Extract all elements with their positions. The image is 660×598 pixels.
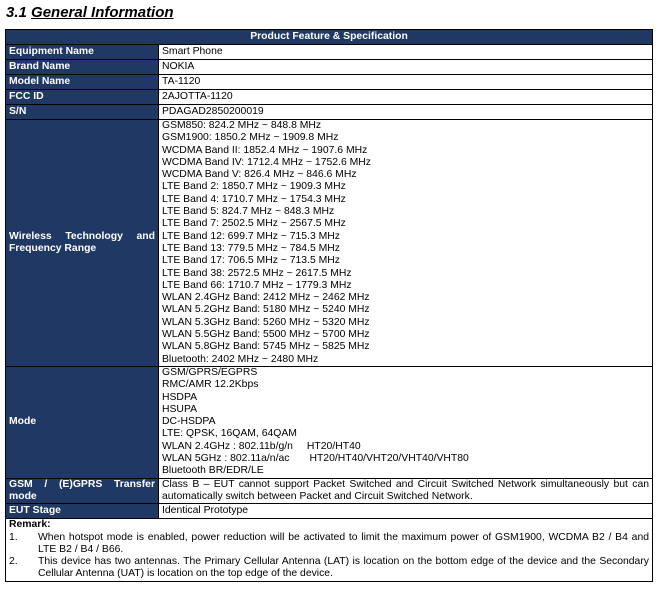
band-line: LTE Band 38: 2572.5 MHz ~ 2617.5 MHz bbox=[162, 267, 352, 279]
band-line: LTE Band 12: 699.7 MHz ~ 715.3 MHz bbox=[162, 230, 340, 242]
remark-cell bbox=[6, 519, 653, 581]
table-row bbox=[6, 60, 653, 75]
brand-name-value: NOKIA bbox=[159, 60, 653, 75]
band-line: WLAN 2.4GHz Band: 2412 MHz ~ 2462 MHz bbox=[162, 292, 370, 304]
remark-title: Remark: bbox=[9, 519, 51, 531]
mode-line: Bluetooth BR/EDR/LE bbox=[162, 465, 264, 477]
wireless-label-line2: Frequency Range bbox=[9, 242, 97, 254]
band-line: LTE Band 13: 779.5 MHz ~ 784.5 MHz bbox=[162, 242, 340, 254]
wlan5-bandwidth: HT20/HT40/VHT20/VHT40/VHT80 bbox=[309, 453, 469, 465]
transfer-mode-label bbox=[6, 478, 159, 504]
transfer-mode-value: Class B – EUT cannot support Packet Switched and Circuit Switched Network simultaneously but can automatically switch between Packet and Circuit Switched Network. bbox=[159, 478, 653, 504]
remark-item bbox=[9, 556, 649, 581]
brand-name-label: Brand Name bbox=[6, 60, 159, 75]
remark-text: When hotspot mode is enabled, power reduction will be activated to limit the maximum power of GSM1900, WCDMA B2 / B4 and LTE B2 / B4 / B66. bbox=[38, 531, 649, 555]
table-row bbox=[6, 45, 653, 60]
mode-line: RMC/AMR 12.2Kbps bbox=[162, 379, 259, 391]
sn-label: S/N bbox=[6, 105, 159, 120]
band-line: LTE Band 66: 1710.7 MHz ~ 1779.3 MHz bbox=[162, 279, 352, 291]
wlan24-bandwidth: HT20/HT40 bbox=[306, 440, 361, 452]
band-line: Bluetooth: 2402 MHz ~ 2480 MHz bbox=[162, 353, 319, 365]
mode-line: GSM/GPRS/EGPRS bbox=[162, 366, 258, 378]
table-row bbox=[6, 478, 653, 504]
fcc-id-label: FCC ID bbox=[6, 90, 159, 105]
mode-line: HSUPA bbox=[162, 403, 198, 415]
band-line: WCDMA Band IV: 1712.4 MHz ~ 1752.6 MHz bbox=[162, 156, 371, 168]
remark-number: 1. bbox=[9, 531, 18, 543]
band-line: LTE Band 5: 824.7 MHz ~ 848.3 MHz bbox=[162, 206, 335, 218]
model-name-label: Model Name bbox=[6, 75, 159, 90]
sn-value: PDAGAD2850200019 bbox=[159, 105, 653, 120]
section-heading bbox=[6, 3, 174, 23]
mode-line: HSDPA bbox=[162, 391, 198, 403]
eut-stage-label: EUT Stage bbox=[6, 504, 159, 519]
table-row bbox=[6, 90, 653, 105]
band-line: LTE Band 4: 1710.7 MHz ~ 1754.3 MHz bbox=[162, 193, 346, 205]
equipment-name-label: Equipment Name bbox=[6, 45, 159, 60]
band-line: WCDMA Band V: 826.4 MHz ~ 846.6 MHz bbox=[162, 169, 357, 181]
band-line: GSM850: 824.2 MHz ~ 848.8 MHz bbox=[162, 120, 322, 131]
band-line: LTE Band 17: 706.5 MHz ~ 713.5 MHz bbox=[162, 255, 340, 267]
section-number: 3.1 bbox=[6, 4, 27, 21]
mode-line-wlan24 bbox=[162, 441, 649, 453]
mode-label: Mode bbox=[6, 366, 159, 478]
table-row bbox=[6, 120, 653, 367]
table-header: Product Feature & Specification bbox=[6, 30, 653, 45]
remark-row bbox=[6, 519, 653, 581]
transfer-label-line1: GSM / (E)GPRS Transfer bbox=[9, 478, 155, 490]
eut-stage-value: Identical Prototype bbox=[159, 504, 653, 519]
band-line: LTE Band 2: 1850.7 MHz ~ 1909.3 MHz bbox=[162, 181, 346, 193]
fcc-id-value: 2AJOTTA-1120 bbox=[159, 90, 653, 105]
band-line: GSM1900: 1850.2 MHz ~ 1909.8 MHz bbox=[162, 132, 339, 144]
wireless-label bbox=[6, 120, 159, 367]
wireless-bands bbox=[159, 120, 653, 367]
mode-line-wlan5 bbox=[162, 453, 649, 465]
band-line: WLAN 5.8GHz Band: 5745 MHz ~ 5825 MHz bbox=[162, 341, 370, 353]
remark-item bbox=[9, 532, 649, 557]
remark-number: 2. bbox=[9, 556, 18, 568]
table-row bbox=[6, 75, 653, 90]
table-row bbox=[6, 105, 653, 120]
wireless-label-line1: Wireless Technology and bbox=[9, 230, 155, 242]
section-title: General Information bbox=[31, 4, 174, 21]
table-row bbox=[6, 366, 653, 478]
spec-table bbox=[5, 29, 653, 582]
table-row bbox=[6, 504, 653, 519]
band-line: LTE Band 7: 2502.5 MHz ~ 2567.5 MHz bbox=[162, 218, 346, 230]
band-line: WLAN 5.2GHz Band: 5180 MHz ~ 5240 MHz bbox=[162, 304, 370, 316]
remark-text: This device has two antennas. The Primary Cellular Antenna (LAT) is location on the bottom edge of the device and the Secondary Cellular Antenna (UAT) is location on the top edge of the device. bbox=[38, 556, 649, 580]
equipment-name-value: Smart Phone bbox=[159, 45, 653, 60]
band-line: WCDMA Band II: 1852.4 MHz ~ 1907.6 MHz bbox=[162, 144, 368, 156]
table-header-row bbox=[6, 30, 653, 45]
transfer-label-line2: mode bbox=[9, 490, 37, 502]
mode-line: DC-HSDPA bbox=[162, 416, 216, 428]
band-line: WLAN 5.3GHz Band: 5260 MHz ~ 5320 MHz bbox=[162, 316, 370, 328]
mode-line: LTE: QPSK, 16QAM, 64QAM bbox=[162, 428, 297, 440]
band-line: WLAN 5.5GHz Band: 5500 MHz ~ 5700 MHz bbox=[162, 329, 370, 341]
model-name-value: TA-1120 bbox=[159, 75, 653, 90]
wlan5-standard: WLAN 5GHz : 802.11a/n/ac bbox=[162, 453, 290, 465]
wlan24-standard: WLAN 2.4GHz : 802.11b/g/n bbox=[162, 440, 293, 452]
mode-values bbox=[159, 366, 653, 478]
